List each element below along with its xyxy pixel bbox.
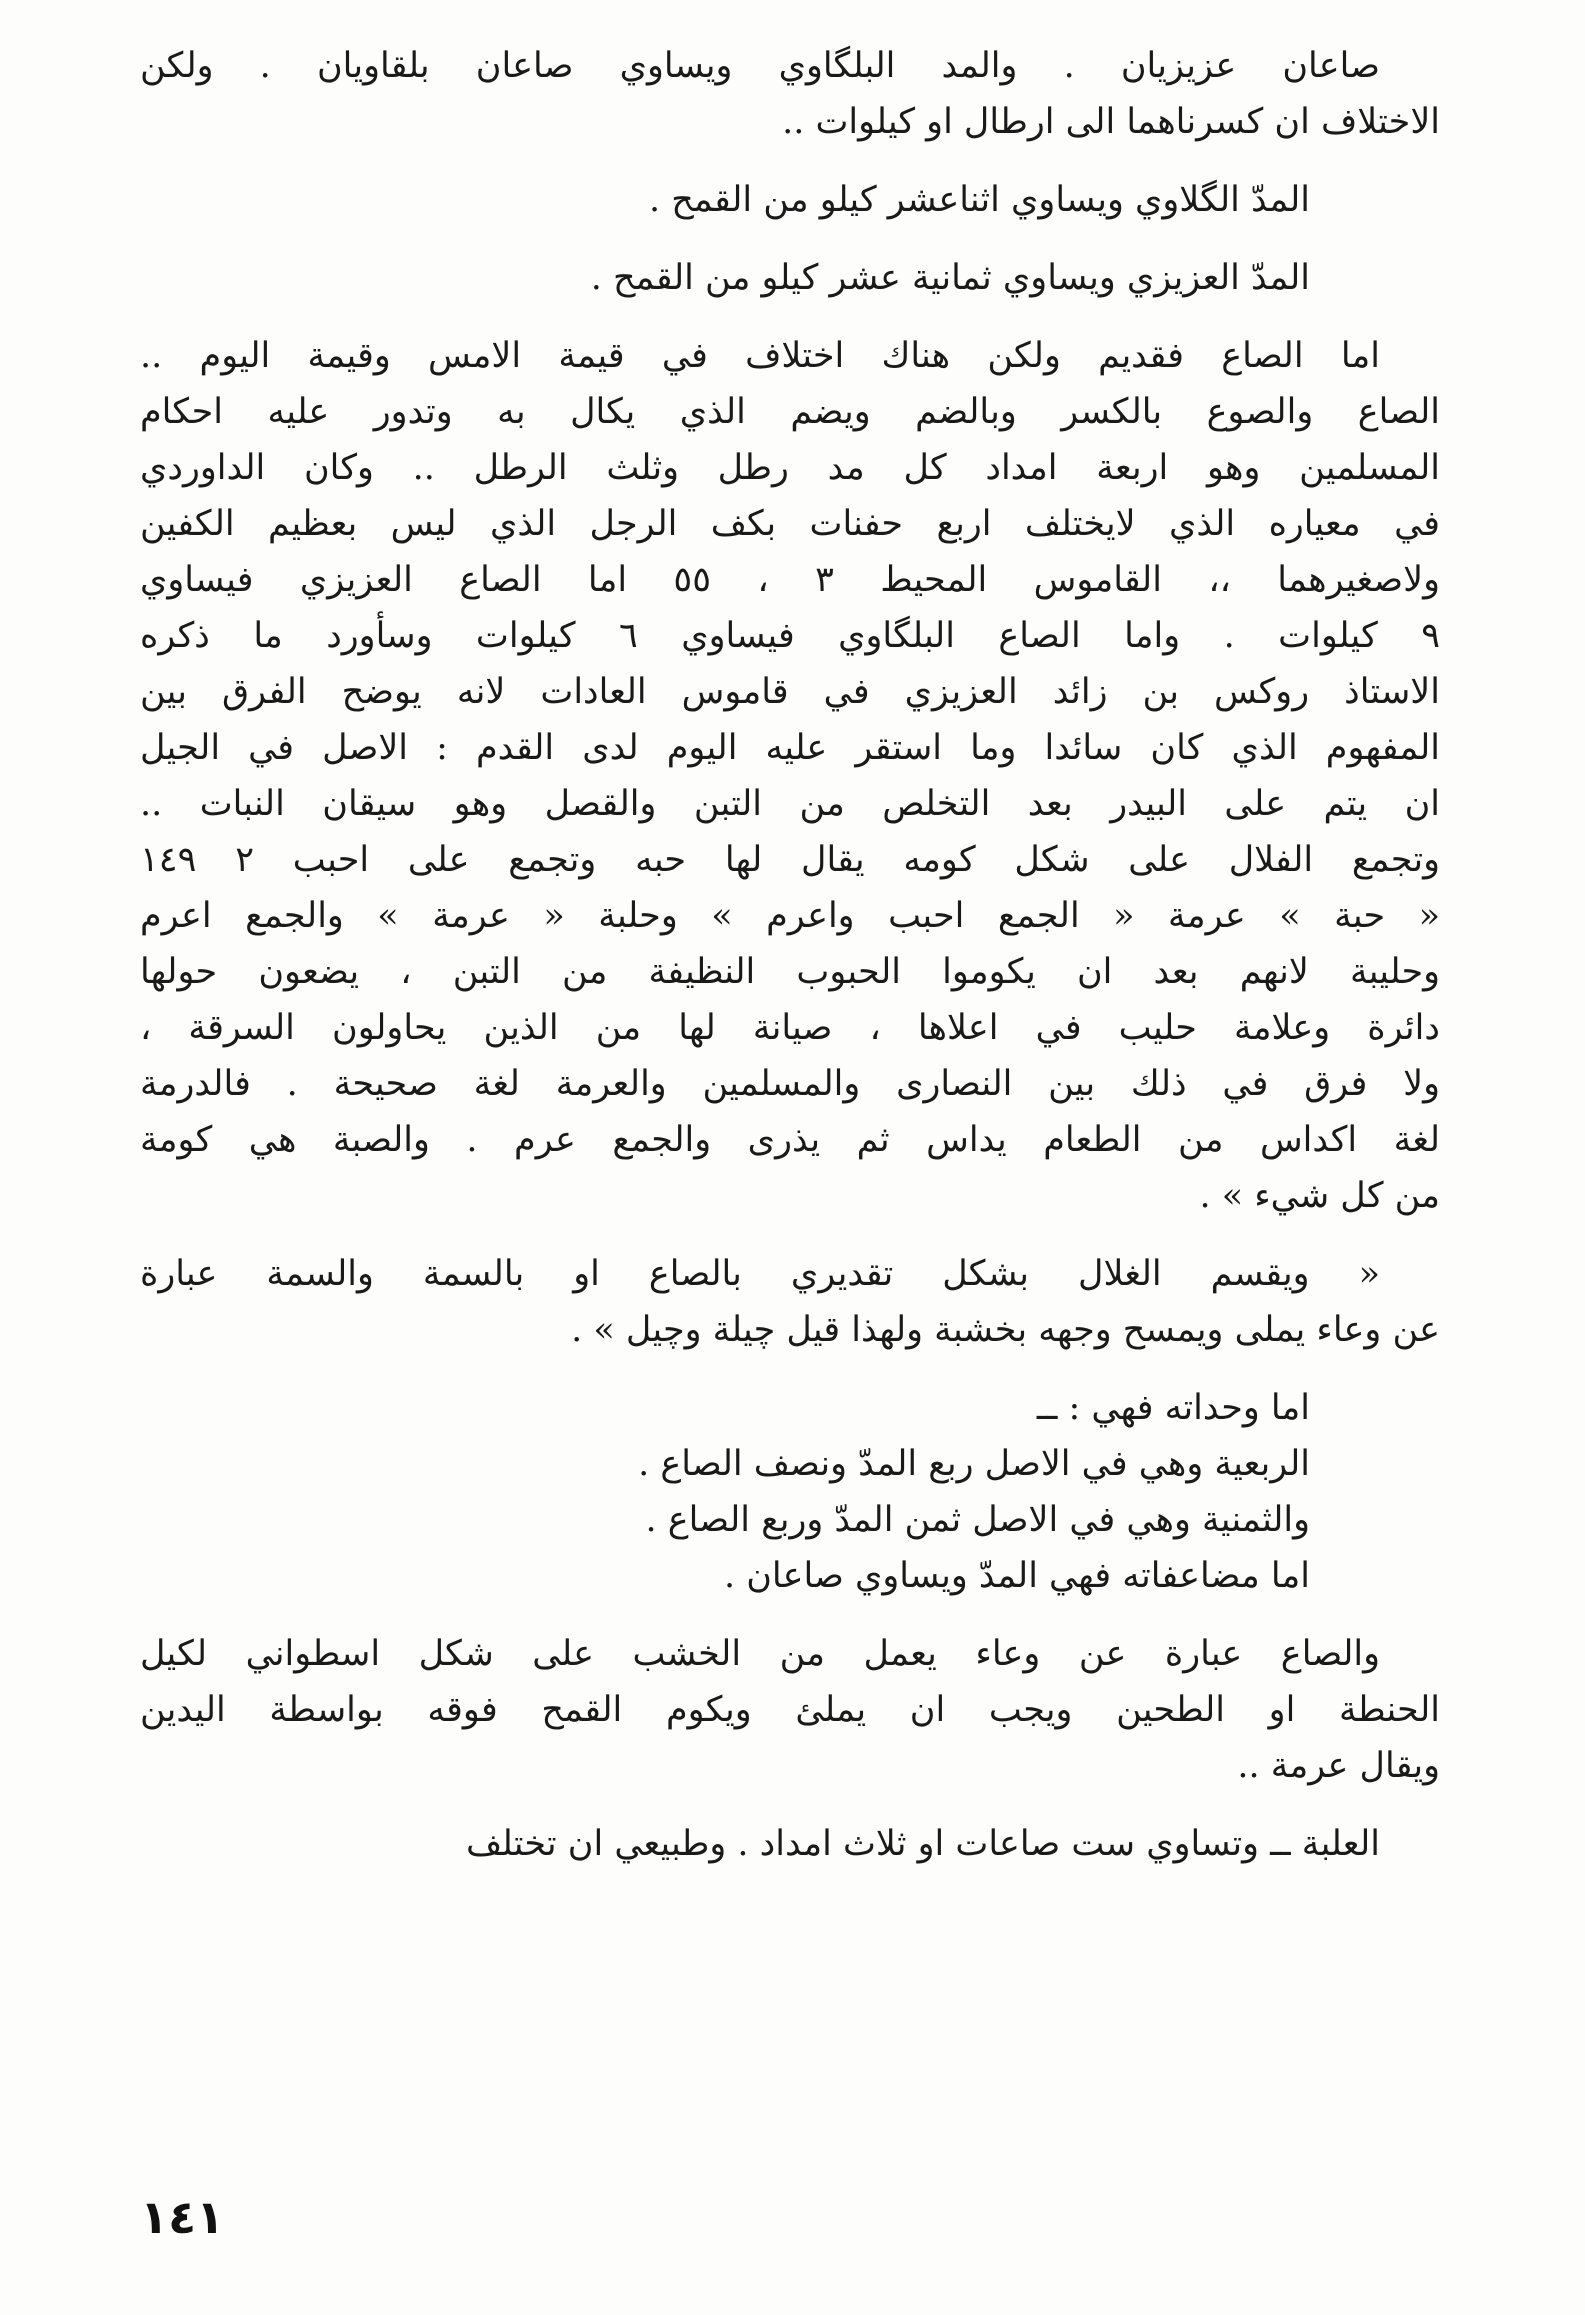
text-line: الحنطة او الطحين ويجب ان يملئ ويكوم القمح فوقه بواسطة اليدين xyxy=(140,1690,1440,1730)
text-line: وحليبة لانهم بعد ان يكوموا الحبوب النظيفة من التبن ، يضعون حولها xyxy=(140,952,1440,992)
paragraph xyxy=(140,172,1440,228)
page-number: ١٤١ xyxy=(140,2190,225,2244)
text-line: الاستاذ روكس بن زائد العزيزي في قاموس العادات لانه يوضح الفرق بين xyxy=(140,672,1440,712)
paragraph-gap xyxy=(140,150,1440,172)
text-line: ان يتم على البيدر بعد التخلص من التبن والقصل وهو سيقان النبات .. xyxy=(140,784,1440,824)
paragraph xyxy=(140,1380,1440,1604)
body-text xyxy=(140,38,1440,1872)
text-line: عن وعاء يملى ويمسح وجهه بخشبة ولهذا قيل چيلة وچيل » . xyxy=(571,1310,1440,1350)
paragraph xyxy=(140,328,1440,1224)
paragraph-gap xyxy=(140,1794,1440,1816)
text-line: ولا فرق في ذلك بين النصارى والمسلمين والعرمة لغة صحيحة . فالدرمة xyxy=(140,1064,1440,1104)
text-line: العلبة ــ وتساوي ست صاعات او ثلاث امداد . وطبيعي ان تختلف xyxy=(465,1824,1380,1864)
text-line: لغة اكداس من الطعام يداس ثم يذرى والجمع عرم . والصبة هي كومة xyxy=(140,1120,1440,1160)
text-line: وتجمع الفلال على شكل كومه يقال لها حبه وتجمع على احبب ٢ ١٤٩ xyxy=(140,840,1440,880)
text-line: والثمنية وهي في الاصل ثمن المدّ وربع الصاع . xyxy=(645,1500,1310,1540)
text-line: اما الصاع فقديم ولكن هناك اختلاف في قيمة الامس وقيمة اليوم .. xyxy=(140,336,1380,376)
paragraph-gap xyxy=(140,1358,1440,1380)
text-line: المدّ العزيزي ويساوي ثمانية عشر كيلو من القمح . xyxy=(590,258,1310,298)
text-line: المسلمين وهو اربعة امداد كل مد رطل وثلث الرطل .. وكان الداوردي xyxy=(140,448,1440,488)
text-line: « حبة » عرمة « الجمع احبب واعرم » وحلبة « عرمة » والجمع اعرم xyxy=(140,896,1440,936)
text-line: صاعان عزيزيان . والمد البلگاوي ويساوي صاعان بلقاويان . ولكن xyxy=(140,46,1380,86)
text-line: في معياره الذي لايختلف اربع حفنات بكف الرجل الذي ليس بعظيم الكفين xyxy=(140,504,1440,544)
text-line: والصاع عبارة عن وعاء يعمل من الخشب على شكل اسطواني لكيل xyxy=(140,1634,1380,1674)
text-line: من كل شيء » . xyxy=(1199,1176,1440,1216)
paragraph-gap xyxy=(140,1224,1440,1246)
text-line: دائرة وعلامة حليب في اعلاها ، صيانة لها من الذين يحاولون السرقة ، xyxy=(140,1008,1440,1048)
paragraph xyxy=(140,1626,1440,1794)
paragraph-gap xyxy=(140,1604,1440,1626)
text-line: المفهوم الذي كان سائدا وما استقر عليه اليوم لدى القدم : الاصل في الجيل xyxy=(140,728,1440,768)
text-line: المدّ الگلاوي ويساوي اثناعشر كيلو من القمح . xyxy=(648,180,1310,220)
text-line: الصاع والصوع بالكسر وبالضم ويضم الذي يكال به وتدور عليه احكام xyxy=(140,392,1440,432)
text-line: ٩ كيلوات . واما الصاع البلگاوي فيساوي ٦ كيلوات وسأورد ما ذكره xyxy=(140,616,1440,656)
paragraph xyxy=(140,38,1440,150)
paragraph-gap xyxy=(140,228,1440,250)
paragraph xyxy=(140,1246,1440,1358)
text-line: اما مضاعفاته فهي المدّ ويساوي صاعان . xyxy=(723,1556,1310,1596)
text-line: الربعية وهي في الاصل ربع المدّ ونصف الصاع . xyxy=(638,1444,1310,1484)
paragraph xyxy=(140,1816,1440,1872)
paragraph xyxy=(140,250,1440,306)
text-line: ويقال عرمة .. xyxy=(1237,1746,1440,1786)
text-line: « ويقسم الغلال بشكل تقديري بالصاع او بالسمة والسمة عبارة xyxy=(140,1254,1380,1294)
text-line: ولاصغيرهما ،، القاموس المحيط ٣ ، ٥٥ اما الصاع العزيزي فيساوي xyxy=(140,560,1440,600)
text-line: الاختلاف ان كسرناهما الى ارطال او كيلوات .. xyxy=(782,102,1440,142)
paragraph-gap xyxy=(140,306,1440,328)
text-line: اما وحداته فهي : ــ xyxy=(1036,1388,1310,1428)
